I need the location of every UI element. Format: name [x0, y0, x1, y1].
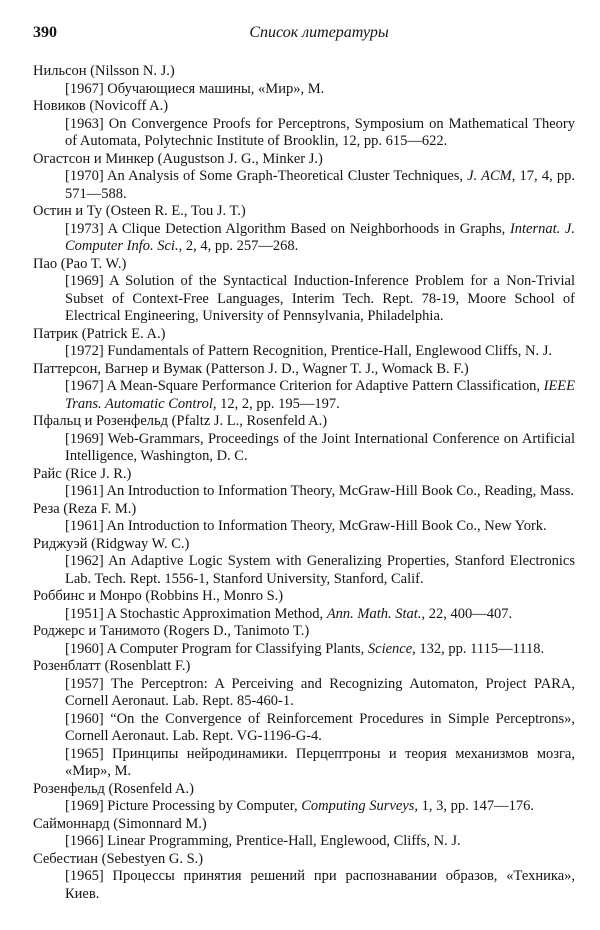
bib-reference [33, 746, 575, 781]
bib-text: On Convergence Proofs for Perceptrons, Symposium on Mathematical Theory of Automata, Polytechnic Institute of Brooklin, 12, pp. 615—622. [65, 115, 575, 149]
bib-text: Picture Processing by Computer, [107, 798, 302, 814]
bib-year: [1969] [65, 273, 104, 289]
bib-reference [33, 606, 575, 624]
bib-text: Принципы нейродинамики. Перцептроны и теория механизмов мозга, «Мир», М. [65, 745, 575, 779]
bib-journal-title: Ann. Math. Stat. [326, 605, 422, 622]
bib-year: [1967] [65, 80, 104, 97]
bib-text: , 132, pp. 1115—1118. [412, 640, 545, 657]
bib-text: An Adaptive Logic System with Generalizing Properties, Stanford Electronics Lab. Tech. Rept. 1556-1, Stanford University, Stanford, Calif. [65, 553, 576, 587]
bib-text: A Solution of the Syntactical Induction-Inference Problem for a Non-Trivial Subset of Context-Free Languages, Interim Tech. Rept. 78-19, Moore School of Electrical Engineering, University of Pennsylvania, Philadelphia. [65, 273, 575, 324]
bib-journal-title: J. ACM [467, 168, 512, 184]
running-title: Список литературы [249, 24, 389, 41]
bib-reference [33, 116, 575, 151]
bib-author: Новиков (Novicoff A.) [33, 98, 169, 114]
bib-reference [33, 343, 575, 361]
bib-reference [33, 518, 575, 536]
bib-reference [33, 431, 575, 466]
bib-author: Риджуэй (Ridgway W. C.) [33, 535, 190, 552]
bib-reference [33, 833, 575, 851]
bib-author: Остин и Ту (Osteen R. E., Tou J. T.) [33, 203, 246, 219]
bib-text: A Clique Detection Algorithm Based on Neighborhoods in Graphs, [107, 220, 510, 237]
bib-text: An Introduction to Information Theory, McGraw-Hill Book Co., Reading, Mass. [106, 483, 575, 499]
bibliography-list [33, 63, 575, 903]
bib-year: [1961] [65, 483, 104, 499]
bib-text: A Computer Program for Classifying Plants, [106, 640, 368, 657]
bib-text: , 22, 400—407. [421, 605, 513, 622]
bib-author: Роббинс и Монро (Robbins H., Monro S.) [33, 588, 284, 604]
bib-reference [33, 641, 575, 659]
bib-text: Web-Grammars, Proceedings of the Joint International Conference on Artificial Intelligence, Washington, D. C. [65, 430, 575, 464]
bib-year: [1965] [65, 868, 104, 884]
bib-journal-title: IEEE Trans. Automatic Control [65, 378, 576, 412]
bib-reference [33, 553, 575, 588]
bib-author: Патрик (Patrick E. A.) [33, 325, 166, 342]
bib-journal-title: Computing Surveys [301, 798, 415, 814]
bib-journal-title: Science [367, 640, 413, 657]
bib-reference [33, 798, 575, 816]
bib-year: [1960] [65, 710, 104, 727]
bib-author: Розенблатт (Rosenblatt F.) [33, 658, 191, 674]
bib-reference [33, 483, 575, 501]
bib-year: [1969] [65, 798, 104, 814]
bib-reference [33, 868, 575, 903]
bib-author: Огастсон и Минкер (Augustson J. G., Minker J.) [33, 150, 323, 167]
bib-text: Fundamentals of Pattern Recognition, Prentice-Hall, Englewood Cliffs, N. J. [107, 343, 553, 359]
bib-reference [33, 81, 575, 99]
bib-text: An Analysis of Some Graph-Theoretical Cluster Techniques, [107, 168, 468, 184]
bib-author: Себестиан (Sebestyen G. S.) [33, 850, 204, 867]
bib-author: Саймоннард (Simonnard M.) [33, 815, 207, 832]
bib-reference [33, 273, 575, 326]
bib-year: [1963] [65, 115, 104, 132]
bib-text: , 2, 4, pp. 257—268. [178, 238, 299, 254]
bib-year: [1966] [65, 833, 104, 849]
bib-text: , 12, 2, pp. 195—197. [212, 395, 340, 412]
bib-year: [1965] [65, 745, 104, 762]
bib-year: [1973] [65, 220, 104, 237]
bib-text: A Mean-Square Performance Criterion for Adaptive Pattern Classification, [106, 378, 544, 394]
bib-year: [1957] [65, 675, 104, 692]
bib-author: Райс (Rice J. R.) [33, 465, 132, 482]
bib-author: Реза (Reza F. M.) [33, 500, 137, 517]
bib-text: “On the Convergence of Reinforcement Procedures in Simple Perceptrons», Cornell Aeronaut. Lab. Rept. VG-1196-G-4. [65, 710, 576, 744]
bib-year: [1967] [65, 378, 104, 394]
bib-author: Пао (Pao T. W.) [33, 255, 127, 272]
bib-journal-title: Internat. J. Computer Info. Sci. [65, 220, 575, 254]
bib-year: [1961] [65, 518, 104, 534]
bib-text: An Introduction to Information Theory, McGraw-Hill Book Co., New York. [106, 518, 547, 534]
bib-text: A Stochastic Approximation Method, [106, 605, 327, 622]
bib-author: Паттерсон, Вагнер и Вумак (Patterson J. D., Wagner T. J., Womack B. F.) [33, 360, 469, 377]
bib-reference [33, 378, 575, 413]
bib-text: , 17, 4, pp. 571—588. [65, 168, 576, 202]
bib-text: The Perceptron: A Perceiving and Recognizing Automaton, Project PARA, Cornell Aeronaut. Lab. Rept. 85-460-1. [65, 675, 575, 709]
bib-year: [1962] [65, 553, 104, 569]
bib-author: Розенфельд (Rosenfeld A.) [33, 780, 194, 797]
bib-year: [1970] [65, 168, 104, 184]
bib-reference [33, 221, 575, 256]
bib-author: Нильсон (Nilsson N. J.) [33, 63, 175, 79]
bib-author: Роджерс и Танимото (Rogers D., Tanimoto T.) [33, 623, 310, 639]
bib-year: [1969] [65, 430, 104, 447]
running-head [33, 24, 575, 46]
bib-text: Linear Programming, Prentice-Hall, Englewood, Cliffs, N. J. [107, 833, 461, 849]
page-number: 390 [33, 24, 57, 41]
bib-text: Процессы принятия решений при распознавании образов, «Техника», Киев. [65, 868, 576, 902]
bib-text: Обучающиеся машины, «Мир», М. [107, 80, 325, 97]
bib-reference [33, 168, 575, 203]
bib-text: , 1, 3, pp. 147—176. [414, 798, 535, 814]
bib-year: [1960] [65, 640, 104, 657]
bib-author: Пфальц и Розенфельд (Pfaltz J. L., Rosenfeld A.) [33, 413, 328, 429]
bib-reference [33, 711, 575, 746]
bib-reference [33, 676, 575, 711]
bib-year: [1972] [65, 343, 104, 359]
bib-year: [1951] [65, 605, 104, 622]
